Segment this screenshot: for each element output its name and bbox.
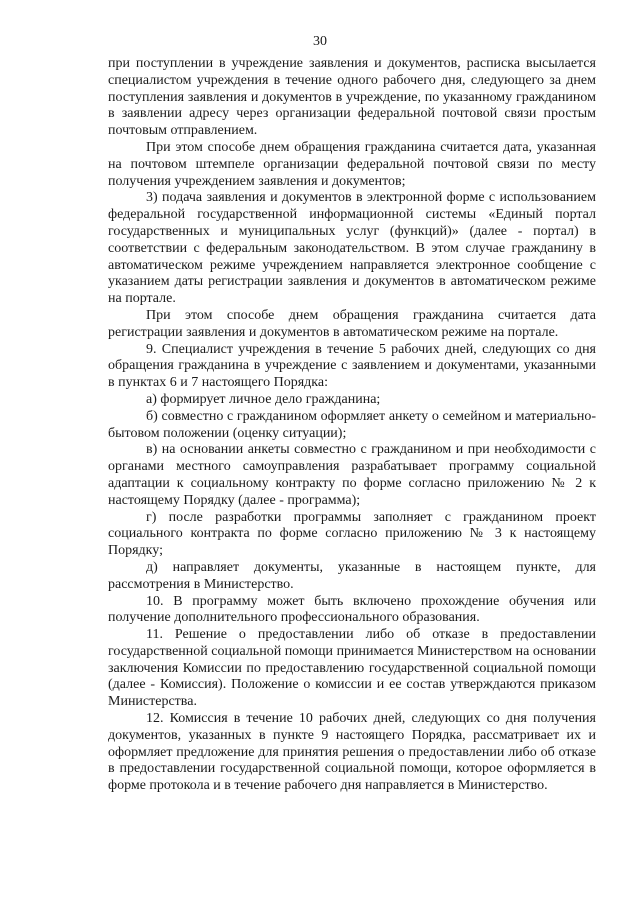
paragraph-item-9g: г) после разработки программы заполняет с гражданином проект социального контракта по форме согласно приложению № 3 к настоящему Порядку; [108, 509, 596, 559]
paragraph-item-9: 9. Специалист учреждения в течение 5 рабочих дней, следующих со дня обращения гражданина в учреждение с заявлением и документами, указанными в пунктах 6 и 7 настоящего Порядка: [108, 341, 596, 391]
paragraph-item-9v: в) на основании анкеты совместно с гражданином и при необходимости с органами местного самоуправления разрабатывает программу социальной адаптации к социальному контракту по форме согласно приложению № 2 к настоящему Порядку (далее - программа); [108, 442, 596, 508]
paragraph-item-9d: д) направляет документы, указанные в настоящем пункте, для рассмотрения в Министерство. [108, 559, 596, 592]
paragraph-item-12: 12. Комиссия в течение 10 рабочих дней, следующих со дня получения документов, указанных в пункте 9 настоящего Порядка, рассматривает их и оформляет предложение для принятия решения о предоставлении либо об отказе в предоставлении государственной социальной помощи, которое оформляется в форме протокола и в течение рабочего дня направляется в Министерство. [108, 711, 596, 794]
paragraph-item-11: 11. Решение о предоставлении либо об отказе в предоставлении государственной социальной помощи принимается Министерством на основании заключения Комиссии по предоставлению государственной социальной помощи (далее - Комиссия). Положение о комиссии и ее состав утверждаются приказом Министерства. [108, 627, 596, 710]
paragraph-item-9a: а) формирует личное дело гражданина; [146, 391, 381, 407]
page-number: 30 [313, 34, 327, 49]
paragraph-electronic-submission: 3) подача заявления и документов в электронной форме с использованием федеральной государственной информационной системы «Единый портал государственных и муниципальных услуг (функций)» (далее - портал) в соответствии с федеральным законодательством. В этом случае гражданину в автоматическом режиме учреждением направляется электронное сообщение с указанием даты регистрации заявления и документов в автоматическом режиме на портале. [108, 190, 596, 307]
document-body [108, 56, 596, 795]
paragraph-item-9b: б) совместно с гражданином оформляет анкету о семейном и материально-бытовом положении (оценку ситуации); [108, 408, 596, 441]
paragraph-item-10: 10. В программу может быть включено прохождение обучения или получение дополнительного профессионального образования. [108, 593, 596, 626]
paragraph-receipt-mailing: при поступлении в учреждение заявления и документов, расписка высылается специалистом учреждения в течение одного рабочего дня, следующего за днем поступления заявления и документов в учреждение, по указанному гражданином в заявлении адресу через организации федеральной почтовой связи простым почтовым отправлением. [108, 56, 596, 139]
paragraph-postal-date: При этом способе днем обращения гражданина считается дата, указанная на почтовом штемпеле организации федеральной почтовой связи по месту получения учреждением заявления и документов; [108, 139, 596, 189]
paragraph-portal-date: При этом способе днем обращения гражданина считается дата регистрации заявления и документов в автоматическом режиме на портале. [108, 307, 596, 340]
